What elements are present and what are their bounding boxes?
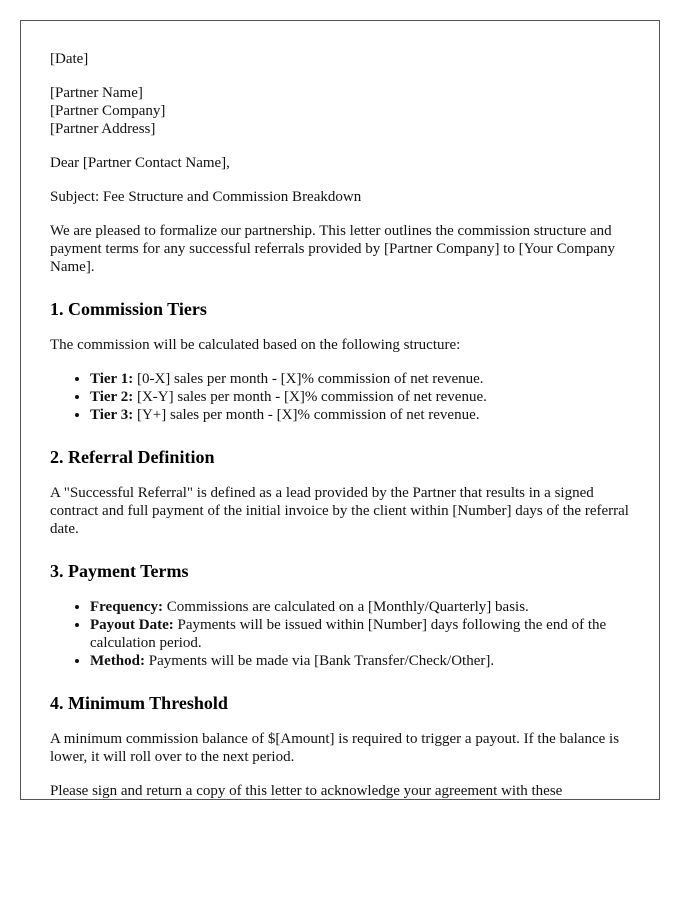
list-item xyxy=(90,388,632,406)
tier-text: [Y+] sales per month - [X]% commission of net revenue. xyxy=(133,407,480,423)
term-text: Commissions are calculated on a [Monthly/Quarterly] basis. xyxy=(163,599,529,615)
payment-terms-list xyxy=(50,598,632,670)
partner-name: [Partner Name] xyxy=(50,85,143,101)
letter-content xyxy=(50,50,632,800)
payment-heading: 3. Payment Terms xyxy=(50,561,189,581)
intro-paragraph: We are pleased to formalize our partnership. This letter outlines the commission structure and payment terms for any successful referrals provided by [Partner Company] to [Your Company Name]. xyxy=(50,223,616,275)
closing-paragraph: Please sign and return a copy of this letter to acknowledge your agreement with these xyxy=(50,783,563,799)
tier-text: [X-Y] sales per month - [X]% commission of net revenue. xyxy=(133,389,487,405)
term-label: Payout Date: xyxy=(90,617,174,633)
list-item xyxy=(90,652,632,670)
term-text: Payments will be made via [Bank Transfer/Check/Other]. xyxy=(145,653,495,669)
list-item xyxy=(90,406,632,424)
list-item xyxy=(90,370,632,388)
threshold-text: A minimum commission balance of $[Amount] is required to trigger a payout. If the balance is lower, it will roll over to the next period. xyxy=(50,731,620,765)
term-text: Payments will be issued within [Number] days following the end of the calculation period. xyxy=(90,617,607,651)
salutation: Dear [Partner Contact Name], xyxy=(50,155,230,171)
commission-tier-list xyxy=(50,370,632,424)
list-item xyxy=(90,598,632,616)
partner-company: [Partner Company] xyxy=(50,103,166,119)
tier-text: [0-X] sales per month - [X]% commission of net revenue. xyxy=(133,371,484,387)
recipient-address xyxy=(50,84,632,138)
tier-label: Tier 2: xyxy=(90,389,134,405)
tier-label: Tier 3: xyxy=(90,407,134,423)
partner-address: [Partner Address] xyxy=(50,121,156,137)
commission-heading: 1. Commission Tiers xyxy=(50,299,207,319)
list-item xyxy=(90,616,632,652)
commission-text: The commission will be calculated based on the following structure: xyxy=(50,337,461,353)
letter-date: [Date] xyxy=(50,51,89,67)
term-label: Frequency: xyxy=(90,599,164,615)
threshold-heading: 4. Minimum Threshold xyxy=(50,693,228,713)
term-label: Method: xyxy=(90,653,145,669)
referral-heading: 2. Referral Definition xyxy=(50,447,215,467)
referral-text: A "Successful Referral" is defined as a lead provided by the Partner that results in a signed contract and full payment of the initial invoice by the client within [Number] days of the referral date. xyxy=(50,485,629,537)
subject-line: Subject: Fee Structure and Commission Breakdown xyxy=(50,189,362,205)
tier-label: Tier 1: xyxy=(90,371,134,387)
letter-page xyxy=(20,20,660,800)
